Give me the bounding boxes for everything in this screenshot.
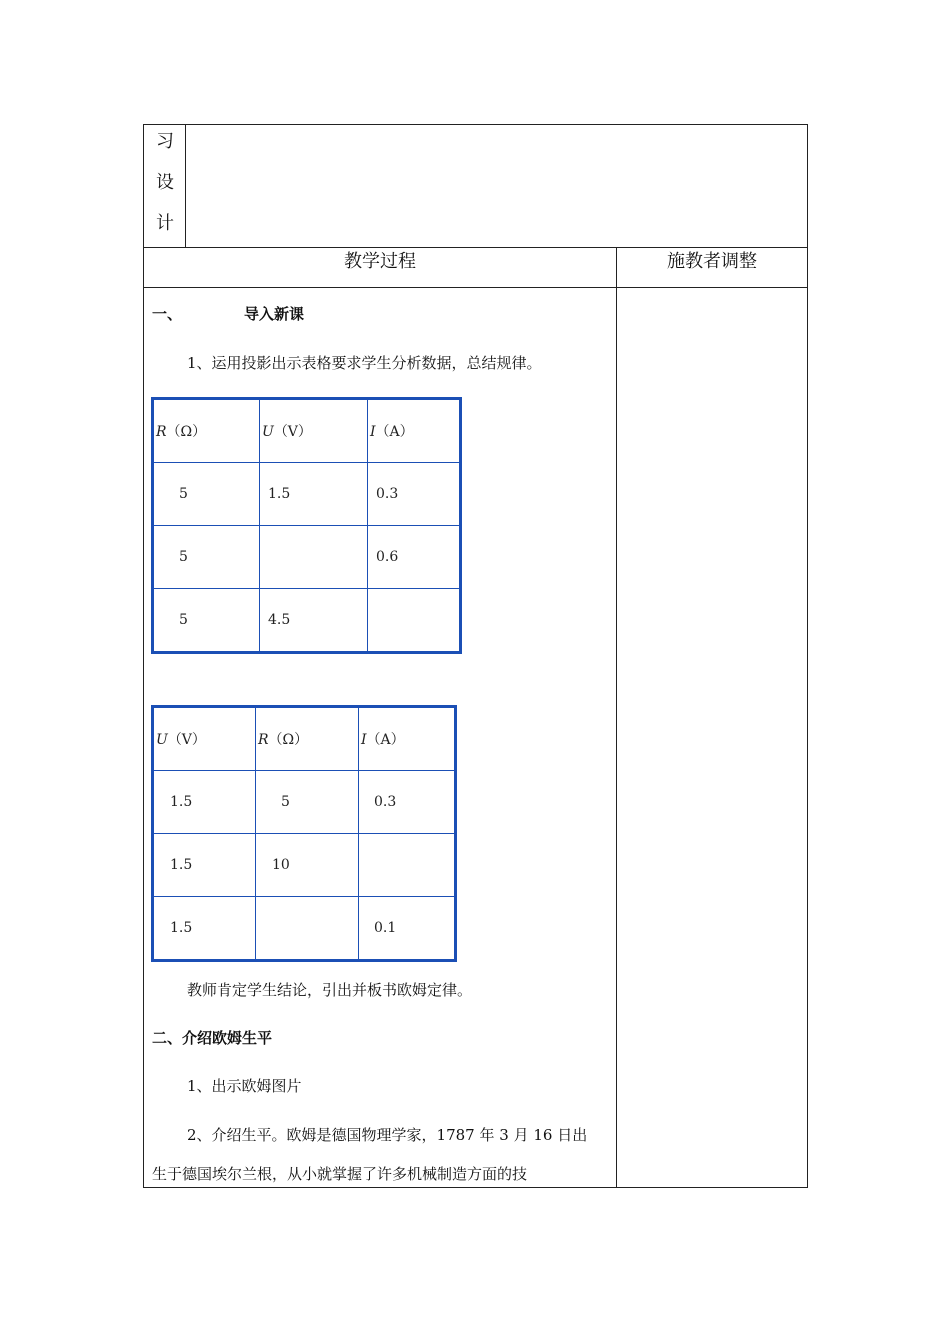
- frame-bottom: [143, 1187, 808, 1188]
- table-header-cell: U（V）: [153, 707, 256, 771]
- section1-number: 一、: [152, 305, 183, 323]
- table-cell: 1.5: [153, 771, 256, 834]
- table-row: [153, 399, 461, 463]
- table-row: [153, 526, 461, 589]
- label-char-2: 设: [156, 172, 174, 193]
- table-cell: [359, 834, 456, 897]
- table-row: [153, 771, 456, 834]
- table-cell: 5: [153, 589, 260, 653]
- table-row: [153, 897, 456, 961]
- conclusion-text: 教师肯定学生结论，引出并板书欧姆定律。: [187, 981, 473, 999]
- table-cell: 0.6: [368, 526, 461, 589]
- table-row: [153, 707, 456, 771]
- table-row: [153, 589, 461, 653]
- table-header-cell: U（V）: [260, 399, 368, 463]
- table-cell: 1.5: [153, 834, 256, 897]
- header-adjust: 施教者调整: [667, 251, 757, 272]
- table-header-cell: I（A）: [359, 707, 456, 771]
- section1-item1: 1、运用投影出示表格要求学生分析数据，总结规律。: [187, 354, 542, 372]
- column-divider: [616, 247, 617, 1188]
- table-cell: 1.5: [153, 897, 256, 961]
- table-cell: [260, 526, 368, 589]
- table-cell: 5: [153, 463, 260, 526]
- header-process: 教学过程: [344, 251, 416, 272]
- table-cell: 5: [256, 771, 359, 834]
- data-table-2: [151, 705, 457, 962]
- table-cell: 0.3: [368, 463, 461, 526]
- label-divider: [185, 124, 186, 248]
- data-table-1: [151, 397, 462, 654]
- table-cell: 0.1: [359, 897, 456, 961]
- table-header-cell: R（Ω）: [256, 707, 359, 771]
- section1-title: 导入新课: [244, 305, 305, 323]
- frame-right: [807, 124, 808, 1188]
- table-cell: [368, 589, 461, 653]
- table-cell: [256, 897, 359, 961]
- table-cell: 10: [256, 834, 359, 897]
- section2-item2-line2: 生于德国埃尔兰根，从小就掌握了许多机械制造方面的技: [152, 1165, 528, 1183]
- table-cell: 0.3: [359, 771, 456, 834]
- table-header-cell: I（A）: [368, 399, 461, 463]
- section2-item1: 1、出示欧姆图片: [187, 1077, 302, 1095]
- table-row: [153, 463, 461, 526]
- label-char-3: 计: [156, 213, 174, 234]
- section2-item2-line1: 2、介绍生平。欧姆是德国物理学家，1787 年 3 月 16 日出: [187, 1126, 588, 1144]
- section2-title: 二、介绍欧姆生平: [152, 1029, 273, 1047]
- table-cell: 5: [153, 526, 260, 589]
- table-header-cell: R（Ω）: [153, 399, 260, 463]
- table-row: [153, 834, 456, 897]
- table-cell: 4.5: [260, 589, 368, 653]
- frame-top: [143, 124, 808, 125]
- table-cell: 1.5: [260, 463, 368, 526]
- label-char-1: 习: [156, 131, 174, 152]
